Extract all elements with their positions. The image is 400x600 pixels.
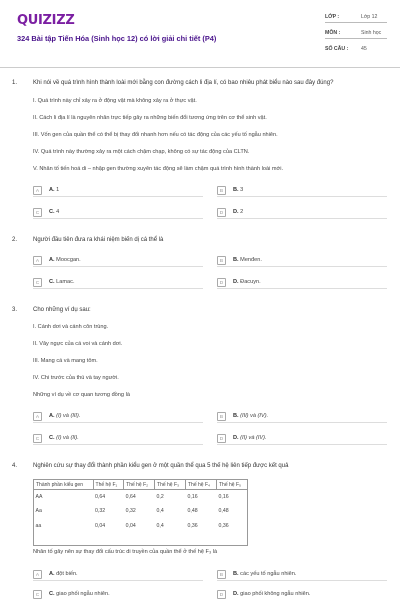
question-followup: Nhân tố gây nên sự thay đổi cấu trúc di truyền của quần thể ở thế hệ F₃ là (33, 549, 218, 555)
meta-class-value: Lớp 12 (361, 14, 378, 20)
option-text: C. 4 (49, 209, 60, 215)
question-statement: I. Quá trình này chỉ xảy ra ở động vật mà không xảy ra ở thực vật. (33, 98, 197, 104)
table-cell: 0,64 (95, 494, 106, 500)
question-text: Khi nói về quá trình hình thành loài mới bằng con đường cách li địa lí, có bao nhiêu phát biểu nào sau đây đúng? (33, 80, 334, 86)
option-text: A. 1 (49, 187, 60, 193)
answer-option-a[interactable] (33, 570, 203, 581)
header-divider (0, 67, 400, 68)
option-letter-box: B (217, 412, 226, 421)
option-letter-box: D (217, 208, 226, 217)
table-row (34, 490, 248, 505)
table-header-cell: Thế hệ F₅ (217, 480, 248, 490)
meta-class-label: LỚP : (325, 14, 340, 20)
option-text: C. (I) và (II). (49, 435, 79, 441)
meta-divider (325, 22, 387, 23)
answer-option-a[interactable] (33, 186, 203, 197)
table-cell: 0,48 (187, 508, 198, 515)
table-cell: 0,32 (95, 508, 106, 515)
table-cell: 0,4 (156, 522, 164, 529)
table-cell: 0,64 (125, 494, 136, 500)
option-text: B. các yếu tố ngẫu nhiên. (233, 571, 297, 577)
option-text: D. giao phối không ngẫu nhiên. (233, 591, 311, 597)
option-text: C. Lamac. (49, 279, 75, 285)
table-header-cell: Thế hệ F₃ (155, 480, 186, 490)
option-letter-box: A (33, 186, 42, 195)
answer-option-d[interactable] (217, 434, 387, 445)
quizizz-logo: QUIZIZZ (17, 13, 75, 28)
option-letter-box: B (217, 570, 226, 579)
table-cell: 0,48 (218, 508, 229, 515)
meta-count-value: 45 (361, 46, 367, 52)
option-letter-box: A (33, 256, 42, 265)
table-cell: 0,36 (187, 522, 198, 529)
table-header-cell: Thế hệ F₂ (124, 480, 155, 490)
question-statement: III. Mang cá và mang tôm. (33, 358, 98, 364)
table-cell: 0,04 (125, 522, 136, 529)
answer-option-c[interactable] (33, 208, 203, 219)
answer-option-b[interactable] (217, 186, 387, 197)
question-statement: IV. Chi trước của thú và tay người. (33, 375, 119, 381)
option-letter-box: A (33, 570, 42, 579)
option-letter-box: C (33, 278, 42, 287)
option-letter-box: C (33, 434, 42, 443)
question-text: Nghiên cứu sự thay đổi thành phần kiểu gen ở một quần thể qua 5 thế hệ liên tiếp được kết quả (33, 463, 289, 469)
table-row (34, 519, 248, 534)
table-header-cell: Thế hệ F₄ (186, 480, 217, 490)
option-letter-box: B (217, 186, 226, 195)
table-header-cell: Thế hệ F₁ (93, 480, 124, 490)
table-cell: 0,4 (156, 508, 164, 515)
table-row (34, 504, 248, 519)
answer-option-a[interactable] (33, 256, 203, 267)
genotype-table (33, 479, 248, 533)
table-cell: Aa (35, 508, 42, 515)
option-letter-box: D (217, 434, 226, 443)
question-statement: I. Cánh dơi và cánh côn trùng. (33, 324, 109, 330)
question-statement: II. Vây ngực của cá voi và cánh dơi. (33, 341, 123, 347)
option-letter-box: C (33, 208, 42, 217)
answer-option-c[interactable] (33, 590, 203, 600)
question-statement: V. Nhân tố tiến hoá di – nhập gen thường xuyên tác động sẽ làm chậm quá trình hình thành loài mới. (33, 166, 284, 172)
meta-subject-label: MÔN : (325, 30, 341, 36)
option-letter-box: D (217, 590, 226, 599)
question-number: 4. (12, 463, 18, 469)
document-title: 324 Bài tập Tiến Hóa (Sinh học 12) có lời giải chi tiết (P4) (17, 34, 217, 43)
option-text: B. 3 (233, 187, 244, 193)
table-cell: aa (35, 522, 42, 529)
meta-divider (325, 38, 387, 39)
answer-option-d[interactable] (217, 590, 387, 600)
table-cell: 0,04 (95, 522, 106, 529)
option-text: C. giao phối ngẫu nhiên. (49, 591, 110, 597)
table-cell: 0,16 (187, 494, 198, 500)
document-header (0, 0, 400, 68)
answer-option-b[interactable] (217, 412, 387, 423)
answer-option-d[interactable] (217, 278, 387, 289)
question-statement: II. Cách li địa lí là nguyên nhân trực tiếp gây ra những biến đổi tương ứng trên cơ thể sinh vật. (33, 115, 267, 121)
table-header-cell: Thành phần kiểu gen (34, 480, 94, 490)
table-cell: 0,32 (125, 508, 136, 515)
question-statement: Những ví dụ về cơ quan tương đồng là (33, 392, 130, 398)
option-letter-box: A (33, 412, 42, 421)
option-text: A. (I) và (III). (49, 413, 81, 419)
question-statement: III. Vốn gen của quần thể có thể bị thay đổi nhanh hơn nếu có tác động của các yếu tố ngẫu nhiên. (33, 132, 278, 138)
option-text: A. đột biến. (49, 571, 78, 577)
question-number: 3. (12, 307, 18, 313)
option-text: D. (II) và (IV). (233, 435, 267, 441)
option-letter-box: C (33, 590, 42, 599)
option-text: B. Menđen. (233, 257, 262, 263)
option-text: D. 2 (233, 209, 244, 215)
answer-option-b[interactable] (217, 256, 387, 267)
table-cell: AA (35, 494, 43, 500)
answer-option-c[interactable] (33, 434, 203, 445)
question-number: 1. (12, 80, 18, 86)
table-cell: 0,16 (218, 494, 229, 500)
meta-subject-value: Sinh học (361, 30, 382, 36)
answer-option-d[interactable] (217, 208, 387, 219)
table-cell: 0,36 (218, 522, 229, 529)
question-statement: IV. Quá trình này thường xảy ra một cách chậm chạp, không có sự tác động của CLTN. (33, 149, 250, 155)
meta-count-label: SỐ CÂU : (325, 46, 349, 52)
table-cell: 0,2 (156, 494, 164, 500)
option-text: D. Đacuyn. (233, 279, 261, 285)
question-text: Người đầu tiên đưa ra khái niệm biến dị cá thể là (33, 237, 164, 243)
answer-option-c[interactable] (33, 278, 203, 289)
answer-option-a[interactable] (33, 412, 203, 423)
question-number: 2. (12, 237, 18, 243)
option-letter-box: D (217, 278, 226, 287)
option-letter-box: B (217, 256, 226, 265)
answer-option-b[interactable] (217, 570, 387, 581)
option-text: B. (III) và (IV). (233, 413, 269, 419)
option-text: A. Moocgan. (49, 257, 81, 263)
question-text: Cho những ví dụ sau: (33, 307, 91, 313)
table-header-row (34, 480, 248, 490)
